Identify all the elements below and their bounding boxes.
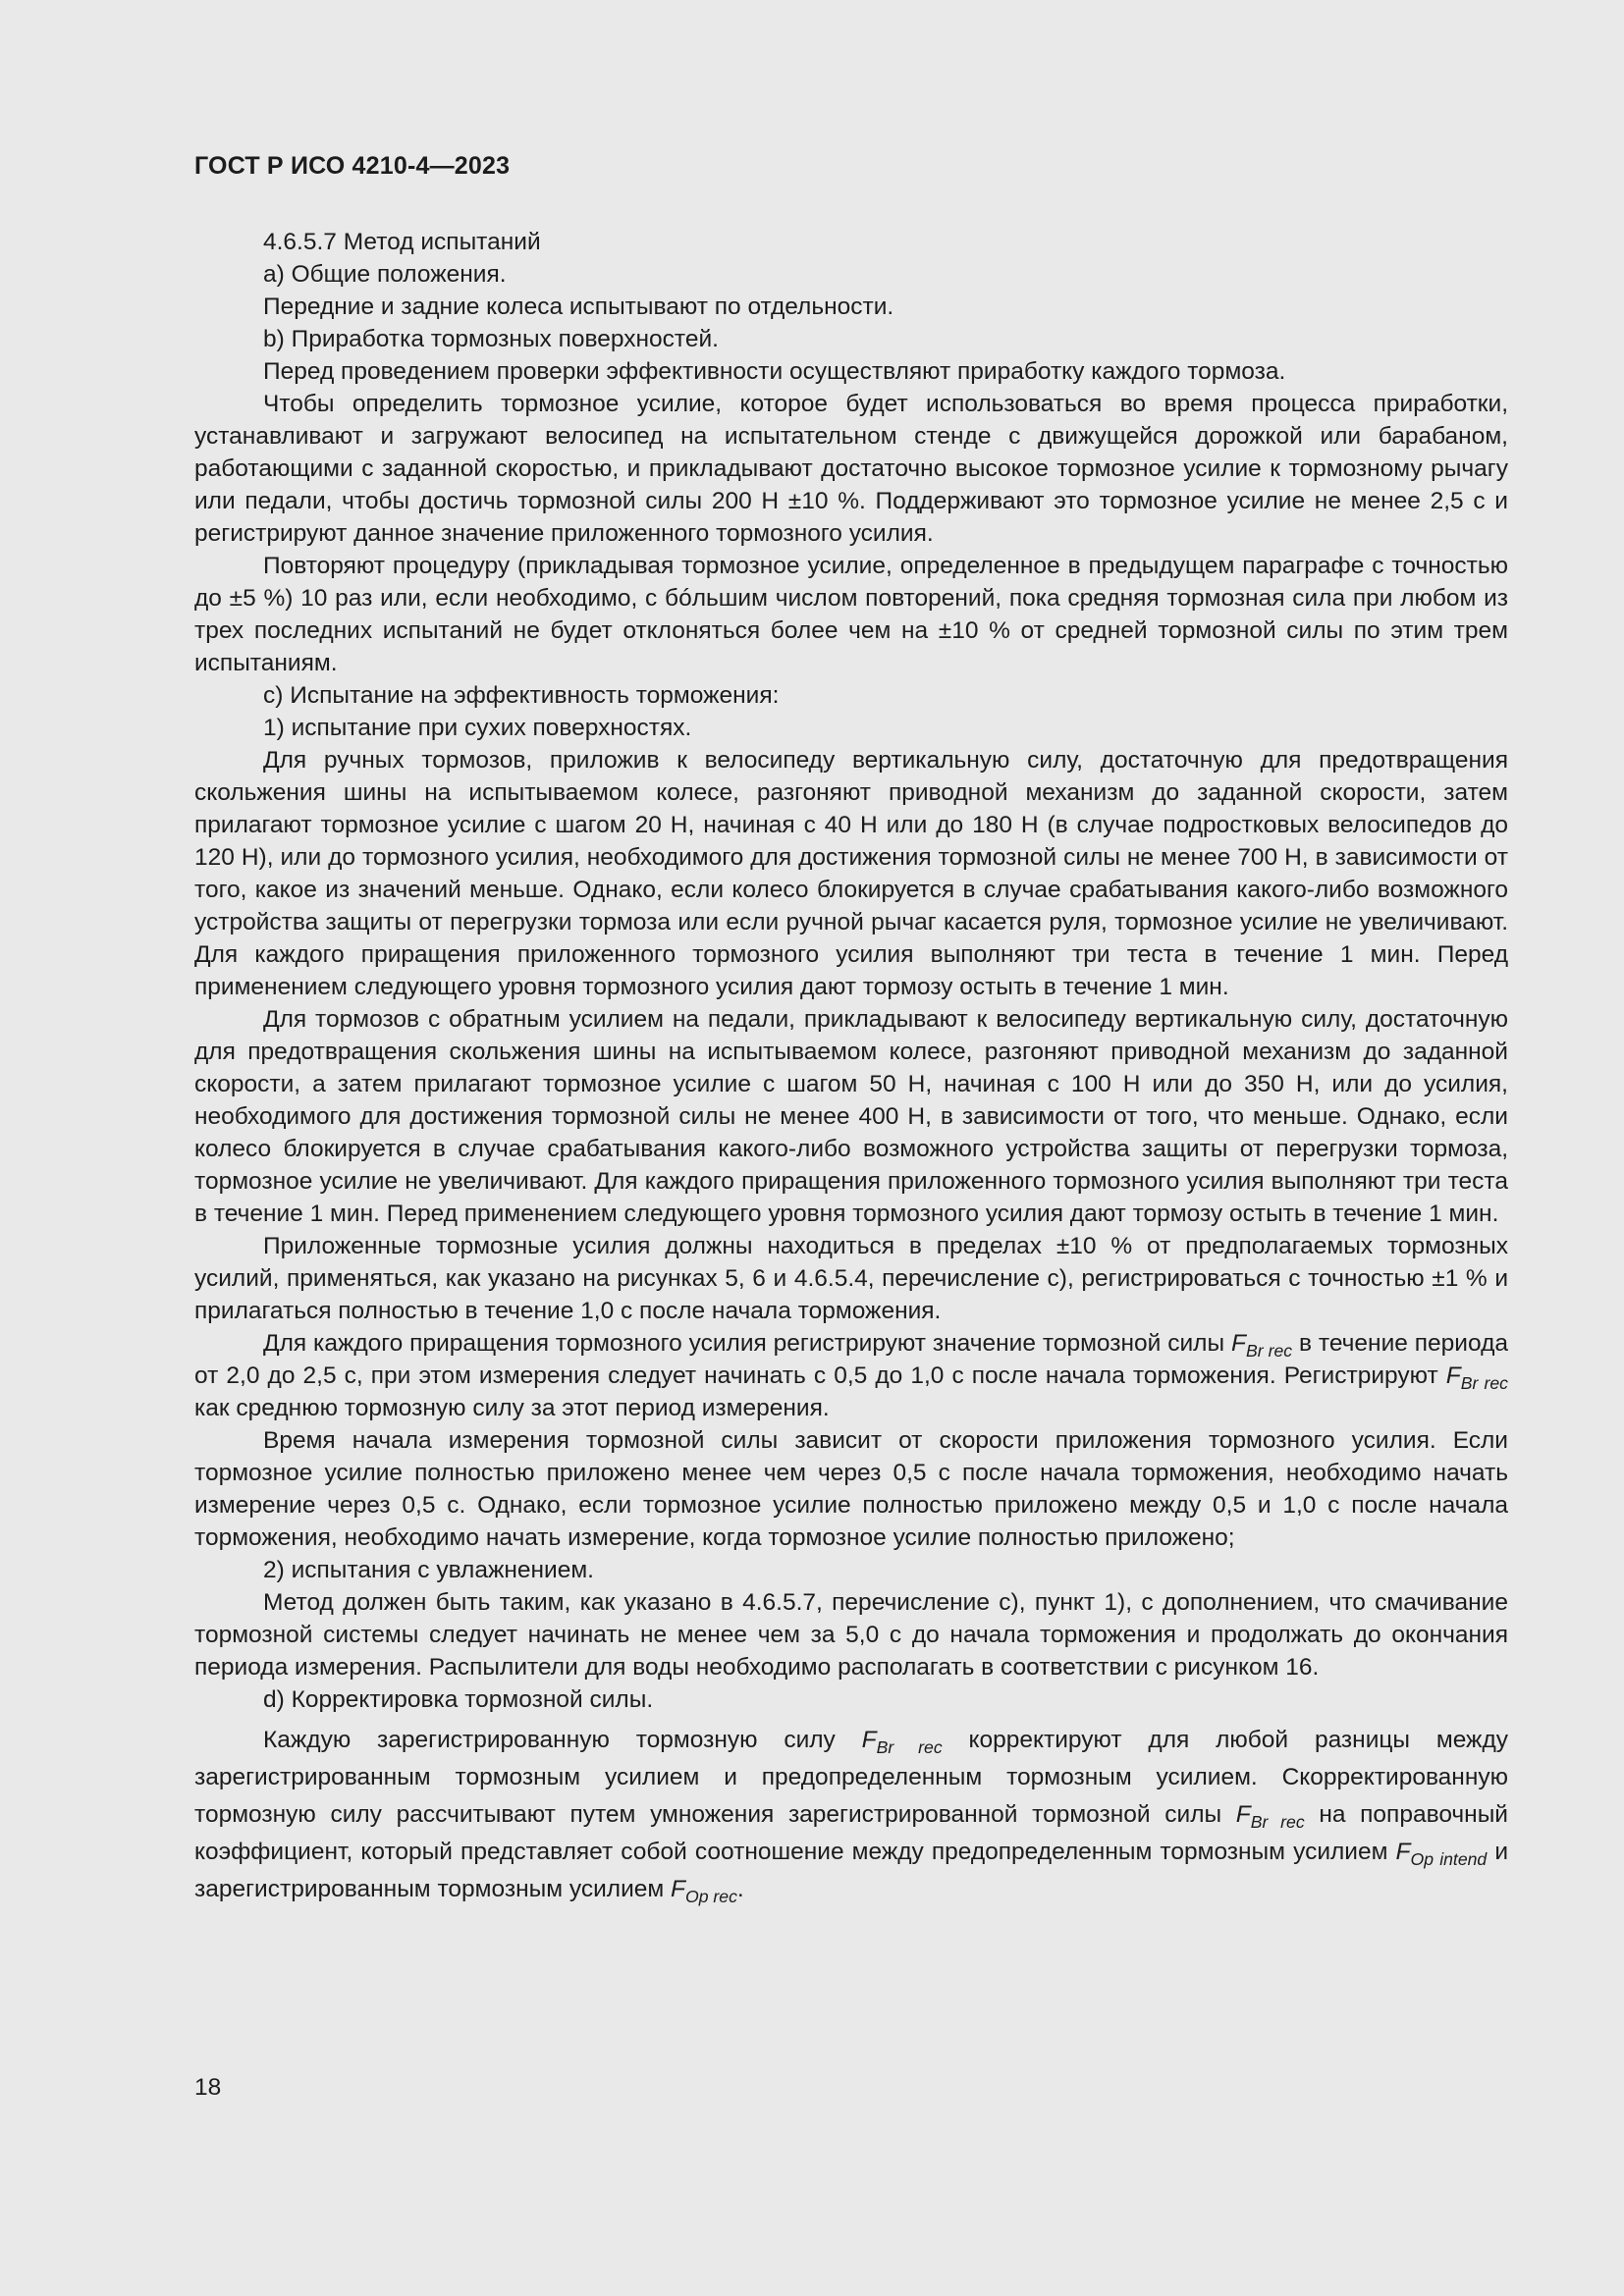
section-heading: 4.6.5.7 Метод испытаний xyxy=(263,229,541,255)
page-body xyxy=(194,226,1508,1908)
text-run: как среднюю тормозную силу за этот период измерения. xyxy=(194,1395,830,1421)
text-run: на поправочный коэффициент, который представляет собой соотношение между предопределенным тормозным усилием xyxy=(194,1801,1508,1865)
formula-symbol: $F_{Br rec}$ xyxy=(1231,1330,1293,1362)
formula-symbol: $F_{Op rec}$ xyxy=(671,1876,737,1907)
list-item: b) Приработка тормозных поверхностей. xyxy=(263,326,719,352)
page-number: 18 xyxy=(194,2074,222,2101)
list-item: a) Общие положения. xyxy=(263,261,507,288)
paragraph: Передние и задние колеса испытывают по отдельности. xyxy=(263,294,894,320)
list-item: c) Испытание на эффективность торможения: xyxy=(263,682,780,709)
text-run: и зарегистрированным тормозным усилием xyxy=(194,1839,1509,1902)
paragraph: Метод должен быть таким, как указано в 4.6.5.7, перечисление c), пункт 1), с дополнением, что смачивание тормозной системы следует начинать не менее чем за 5,0 с до начала торможения и продолжать до окончания периода измерения. Распылители для воды необходимо располагать в соответствии с рисунком 16. xyxy=(194,1589,1508,1681)
text-run: . xyxy=(736,1876,744,1902)
paragraph: Перед проведением проверки эффективности осуществляют приработку каждого тормоза. xyxy=(263,358,1286,385)
paragraph: Время начала измерения тормозной силы зависит от скорости приложения тормозного усилия. Если тормозное усилие полностью приложено менее чем через 0,5 с после начала торможения, необходимо начать измерение через 0,5 с. Однако, если тормозное усилие полностью приложено между 0,5 и 1,0 с после начала торможения, необходимо начать измерение, когда тормозное усилие полностью приложено; xyxy=(194,1427,1508,1551)
text-run: корректируют для любой разницы между зарегистрированным тормозным усилием и предопределенным тормозным усилием. Скорректированную тормозную силу рассчитывают путем умножения зарегистрированной тормозной силы xyxy=(194,1727,1508,1828)
list-item: 2) испытания с увлажнением. xyxy=(263,1557,594,1583)
list-item: 1) испытание при сухих поверхностях. xyxy=(263,715,692,741)
paragraph: Чтобы определить тормозное усилие, которое будет использоваться во время процесса приработки, устанавливают и загружают велосипед на испытательном стенде с движущейся дорожкой или барабаном, работающими с заданной скоростью, и прикладывают достаточно высокое тормозное усилие к тормозному рычагу или педали, чтобы достичь тормозной силы 200 Н ±10 %. Поддерживают это тормозное усилие не менее 2,5 с и регистрируют данное значение приложенного тормозного усилия. xyxy=(194,391,1508,547)
text-run: в течение периода от 2,0 до 2,5 с, при этом измерения следует начинать с 0,5 до 1,0 с после начала торможения. Регистрируют xyxy=(194,1330,1509,1389)
formula-symbol: $F_{Br rec}$ xyxy=(861,1727,943,1758)
paragraph: Повторяют процедуру (прикладывая тормозное усилие, определенное в предыдущем параграфе с точностью до ±5 %) 10 раз или, если необходимо, с бóльшим числом повторений, пока средняя тормозная сила при любом из трех последних испытаний не будет отклоняться более чем на ±10 % от средней тормозной силы по этим трем испытаниям. xyxy=(194,553,1508,676)
paragraph xyxy=(194,1327,1508,1424)
paragraph: Приложенные тормозные усилия должны находиться в пределах ±10 % от предполагаемых тормозных усилий, применяться, как указано на рисунках 5, 6 и 4.6.5.4, перечисление c), регистрироваться с точностью ±1 % и прилагаться полностью в течение 1,0 с после начала торможения. xyxy=(194,1233,1508,1324)
formula-symbol: $F_{Br rec}$ xyxy=(1235,1801,1305,1833)
formula-symbol: $F_{Br rec}$ xyxy=(1445,1362,1508,1394)
document-header: ГОСТ Р ИСО 4210-4—2023 xyxy=(194,152,511,180)
text-run: Каждую зарегистрированную тормозную силу xyxy=(263,1727,862,1753)
text-run: Для каждого приращения тормозного усилия регистрируют значение тормозной силы xyxy=(263,1330,1231,1357)
formula-symbol: $F_{Op intend}$ xyxy=(1395,1839,1488,1870)
paragraph: Для ручных тормозов, приложив к велосипеду вертикальную силу, достаточную для предотвращения скольжения шины на испытываемом колесе, разгоняют приводной механизм до заданной скорости, затем прилагают тормозное усилие с шагом 20 Н, начиная с 40 Н или до 180 Н (в случае подростковых велосипедов до 120 Н), или до тормозного усилия, необходимого для достижения тормозной силы не менее 700 Н, в зависимости от того, какое из значений меньше. Однако, если колесо блокируется в случае срабатывания какого-либо возможного устройства защиты от перегрузки тормоза или если ручной рычаг касается руля, тормозное усилие не увеличивают. Для каждого приращения приложенного тормозного усилия выполняют три теста в течение 1 мин. Перед применением следующего уровня тормозного усилия дают тормозу остыть в течение 1 мин. xyxy=(194,747,1508,1000)
paragraph xyxy=(194,1722,1508,1908)
paragraph: Для тормозов с обратным усилием на педали, прикладывают к велосипеду вертикальную силу, достаточную для предотвращения скольжения шины на испытываемом колесе, разгоняют приводной механизм до заданной скорости, а затем прилагают тормозное усилие с шагом 50 Н, начиная с 100 Н или до 350 Н, или до усилия, необходимого для достижения тормозной силы не менее 400 Н, в зависимости от того, что меньше. Однако, если колесо блокируется в случае срабатывания какого-либо возможного устройства защиты от перегрузки тормоза, тормозное усилие не увеличивают. Для каждого приращения приложенного тормозного усилия выполняют три теста в течение 1 мин. Перед применением следующего уровня тормозного усилия дают тормозу остыть в течение 1 мин. xyxy=(194,1006,1508,1227)
list-item: d) Корректировка тормозной силы. xyxy=(263,1686,654,1713)
